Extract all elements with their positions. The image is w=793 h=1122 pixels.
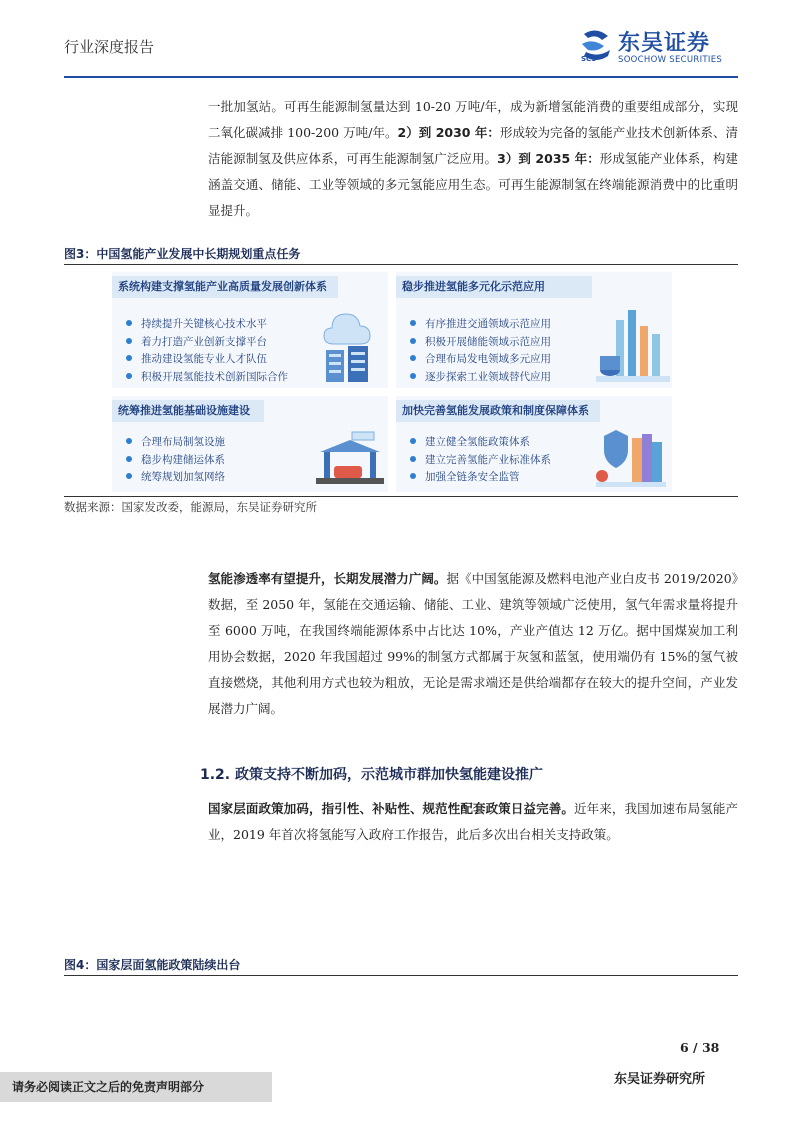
list-item: 稳步构建储运体系 — [126, 452, 225, 470]
panel-list — [126, 434, 225, 487]
penetration-paragraph: 氢能渗透率有望提升，长期发展潜力广阔。据《中国氢能源及燃料电池产业白皮书 2019/2020》数据，至 2050 年，氢能在交通运输、储能、工业、建筑等领域广泛使用，氢气年需求量将提升至 6000 万吨，在我国终端能源体系中占比达 10%，产业产值达 12 万亿。据中国煤炭加工利用协会数据，2020 年我国超过 99%的制氢方式都属于灰氢和蓝氢，使用端仍有 15%的氢气被直接燃烧，其他利用方式也较为粗放，无论是需求端还是供给端都存在较大的提升空间，产业发展潜力广阔。 — [208, 571, 738, 716]
server-cloud-icon — [312, 306, 382, 384]
panel-policy — [396, 396, 672, 492]
logo-mark-icon — [578, 28, 614, 62]
panel-heading: 加快完善氢能发展政策和制度保障体系 — [396, 400, 600, 422]
panel-heading: 统筹推进氢能基础设施建设 — [112, 400, 264, 422]
page-number: 6 / 38 — [680, 1040, 720, 1055]
figure4-rule-top — [64, 975, 738, 976]
panel-heading: 稳步推进氢能多元化示范应用 — [396, 276, 592, 298]
figure4-title: 图4：国家层面氢能政策陆续出台 — [64, 958, 241, 972]
figure3-source: 数据来源：国家发改委，能源局，东吴证券研究所 — [64, 500, 317, 514]
figure3-graphic — [112, 272, 672, 494]
list-item: 逐步探索工业领域替代应用 — [410, 369, 551, 387]
list-item: 合理布局发电领域多元应用 — [410, 351, 551, 369]
industrial-plant-icon — [596, 300, 670, 386]
disclaimer-text: 请务必阅读正文之后的免责声明部分 — [12, 1080, 205, 1094]
report-type-label: 行业深度报告 — [64, 38, 155, 56]
intro-paragraph: 一批加氢站。可再生能源制氢量达到 10-20 万吨/年，成为新增氢能消费的重要组成部分，实现二氧化碳减排 100-200 万吨/年。2）到 2030 年：形成较为完备的氢能产业技术创新体系、清洁能源制氢及供应体系，可再生能源制氢广泛应用。3）到 2035 年：形成氢能产业体系，构建涵盖交通、储能、工业等领域的多元氢能应用生态。可再生能源制氢在终端能源消费中的比重明显提升。 — [208, 99, 738, 218]
company-logo — [578, 28, 738, 68]
panel-list — [126, 316, 288, 386]
institute-name: 东吴证券研究所 — [614, 1072, 706, 1087]
section-heading: 1.2. 政策支持不断加码，示范城市群加快氢能建设推广 — [200, 767, 543, 783]
list-item: 推动建设氢能专业人才队伍 — [126, 351, 288, 369]
list-item: 积极开展储能领域示范应用 — [410, 334, 551, 352]
svg-text:SCS: SCS — [581, 55, 597, 62]
header-rule — [64, 76, 738, 78]
list-item: 建立健全氢能政策体系 — [410, 434, 551, 452]
list-item: 统筹规划加氢网络 — [126, 469, 225, 487]
figure3-rule-top — [64, 264, 738, 265]
panel-heading: 系统构建支撑氢能产业高质量发展创新体系 — [112, 276, 338, 298]
list-item: 持续提升关键核心技术水平 — [126, 316, 288, 334]
list-item: 着力打造产业创新支撑平台 — [126, 334, 288, 352]
list-item: 合理布局制氢设施 — [126, 434, 225, 452]
policy-documents-icon — [592, 422, 668, 490]
logo-cn-text: 东吴证券 — [618, 31, 711, 56]
panel-list — [410, 316, 551, 386]
policy-paragraph: 国家层面政策加码，指引性、补贴性、规范性配套政策日益完善。近年来，我国加速布局氢能产业，2019 年首次将氢能写入政府工作报告，此后多次出台相关支持政策。 — [208, 801, 738, 842]
list-item: 加强全链条安全监管 — [410, 469, 551, 487]
panel-list — [410, 434, 551, 487]
hydrogen-station-icon — [312, 426, 386, 490]
figure3-title: 图3：中国氢能产业发展中长期规划重点任务 — [64, 247, 301, 261]
panel-innovation — [112, 272, 388, 388]
figure3-rule-bottom — [64, 496, 738, 497]
list-item: 有序推进交通领域示范应用 — [410, 316, 551, 334]
list-item: 积极开展氢能技术创新国际合作 — [126, 369, 288, 387]
list-item: 建立完善氢能产业标准体系 — [410, 452, 551, 470]
logo-en-text: SOOCHOW SECURITIES — [618, 55, 723, 65]
panel-demonstration — [396, 272, 672, 388]
panel-infrastructure — [112, 396, 388, 492]
